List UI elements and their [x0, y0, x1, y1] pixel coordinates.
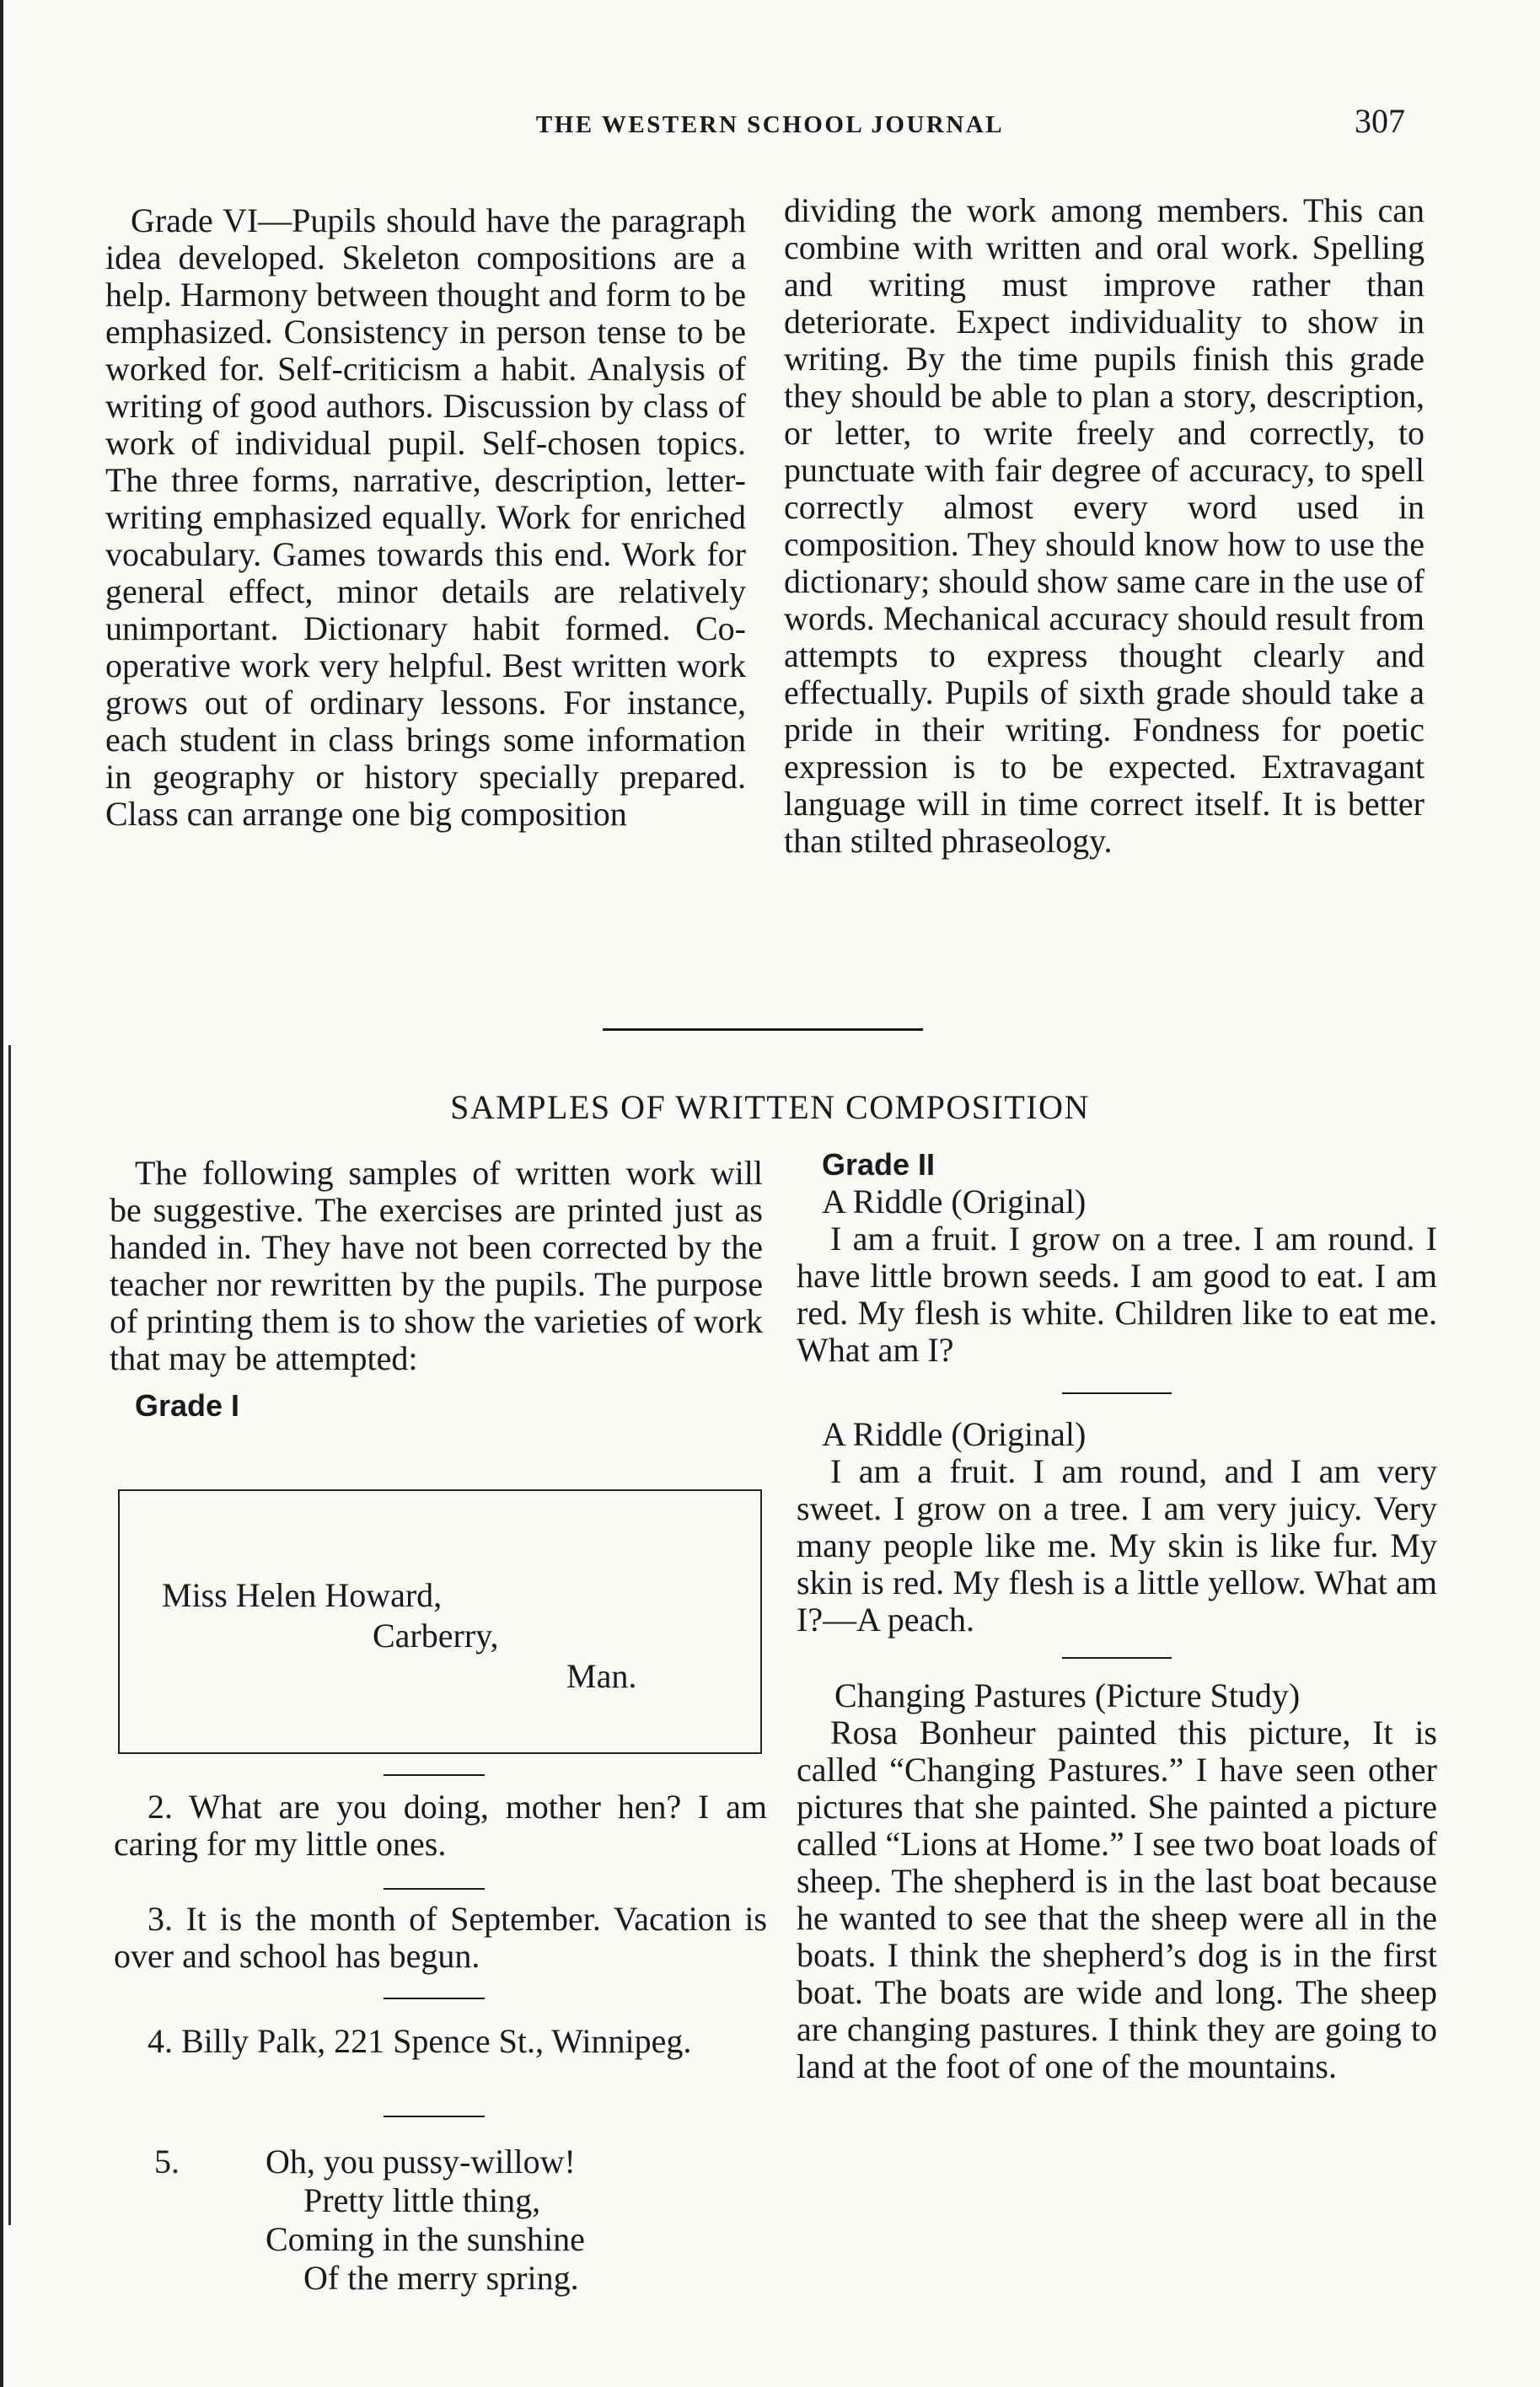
scan-edge-lower — [8, 1045, 11, 2225]
section-title: SAMPLES OF WRITTEN COMPOSITION — [450, 1088, 1090, 1126]
grade-one-heading: Grade I — [135, 1388, 240, 1423]
picture-study-text: Rosa Bonheur painted this picture, It is called “Changing Pastures.” I have seen other pictures that she painted. She painted a picture called “Lions at Home.” I see two boat loads of sheep. The shepherd is in the last boat because he wanted to see that the sheep were all in the boats. I think the shepherd’s dog is in the first boat. The boats are wide and long. The sheep are changing pastures. I think they are going to land at the foot of one of the mountains. — [797, 1714, 1437, 2085]
riddle-divider — [1062, 1392, 1172, 1394]
page-header — [0, 101, 1540, 152]
envelope-address — [118, 1489, 762, 1754]
sample-item-3 — [114, 1901, 767, 1975]
riddle-one-title: A Riddle (Original) — [822, 1183, 1087, 1220]
sample-item-2 — [114, 1789, 767, 1863]
riddle-one-text: I am a fruit. I grow on a tree. I am round. I have little brown seeds. I am good to eat. I am red. My flesh is white. Children like to eat me. What am I? — [797, 1220, 1437, 1369]
sample-item-3-text: 3. It is the month of September. Vacation is over and school has begun. — [114, 1900, 767, 1975]
item-divider — [384, 2116, 485, 2117]
continuation-paragraph: dividing the work among members. This can combine with written and oral work. Spelling and writing must improve rather than deteriorate. Expect individuality to show in writing. By the time pupils finish this grade they should be able to plan a story, description, or letter, to write freely and correctly, to punctuate with fair degree of accuracy, to spell correctly almost every word used in composition. They should know how to use the dictionary; should show same care in the use of words. Mechanical accuracy should result from attempts to express thought clearly and effectually. Pupils of sixth grade should take a pride in their writing. Fondness for poetic expression is to be expected. Extravagant language will in time correct itself. It is better than stilted phraseology. — [784, 191, 1425, 860]
picture-study-title: Changing Pastures (Picture Study) — [834, 1676, 1301, 1714]
poem-number: 5. — [154, 2143, 180, 2180]
scan-edge — [0, 0, 3, 2387]
grade-two-heading: Grade II — [822, 1147, 936, 1182]
intro-paragraph: The following samples of written work will be suggestive. The exercises are printed just as handed in. They have not been corrected by the teacher nor rewritten by the pupils. The purpose of printing them is to show the varieties of work that may be attempted: — [110, 1154, 763, 1377]
riddle-two-title: A Riddle (Original) — [822, 1415, 1087, 1453]
item-divider — [384, 1998, 485, 1999]
riddle-two-text: I am a fruit. I am round, and I am very sweet. I grow on a tree. I am very juicy. Very many people like me. My skin is like fur. My skin is red. My flesh is a little yellow. What am I?—A peach. — [797, 1452, 1437, 1639]
grade-six-column — [105, 202, 746, 833]
item-divider — [384, 1888, 485, 1890]
section-divider — [603, 1028, 923, 1031]
grade-two-column — [797, 1146, 1437, 2085]
poem-line: Pretty little thing, — [303, 2181, 541, 2219]
grade-six-paragraph: Grade VI—Pupils should have the paragraph idea developed. Skeleton compositions are a help. Harmony between thought and form to be emphasized. Consistency in person tense to be worked for. Self-criticism a habit. Analysis of writing of good authors. Discussion by class of work of individual pupil. Self-chosen topics. The three forms, narrative, description, letter-writing emphasized equally. Work for enriched vocabulary. Games towards this end. Work for general effect, minor details are relatively unimportant. Dictionary habit formed. Co-operative work very helpful. Best written work grows out of ordinary lessons. For instance, each student in class brings some information in geography or history specially prepared. Class can arrange one big composition — [105, 201, 746, 833]
continuation-column — [784, 192, 1425, 860]
address-province: Man. — [566, 1657, 637, 1695]
journal-title: THE WESTERN SCHOOL JOURNAL — [535, 111, 1005, 138]
sample-item-2-text: 2. What are you doing, mother hen? I am caring for my little ones. — [114, 1788, 767, 1863]
sample-item-4 — [114, 2023, 767, 2060]
poem-line: Oh, you pussy-willow! — [266, 2143, 576, 2180]
sample-item-4-text: 4. Billy Palk, 221 Spence St., Winnipeg. — [148, 2022, 692, 2060]
page-number: 307 — [1355, 102, 1405, 140]
intro-column — [110, 1155, 763, 1424]
poem-line: Of the merry spring. — [303, 2259, 579, 2297]
item-divider — [384, 1774, 485, 1776]
poem-line: Coming in the sunshine — [266, 2220, 585, 2258]
address-name: Miss Helen Howard, — [162, 1576, 443, 1614]
address-town: Carberry, — [373, 1617, 499, 1655]
picture-study-divider — [1062, 1657, 1172, 1659]
